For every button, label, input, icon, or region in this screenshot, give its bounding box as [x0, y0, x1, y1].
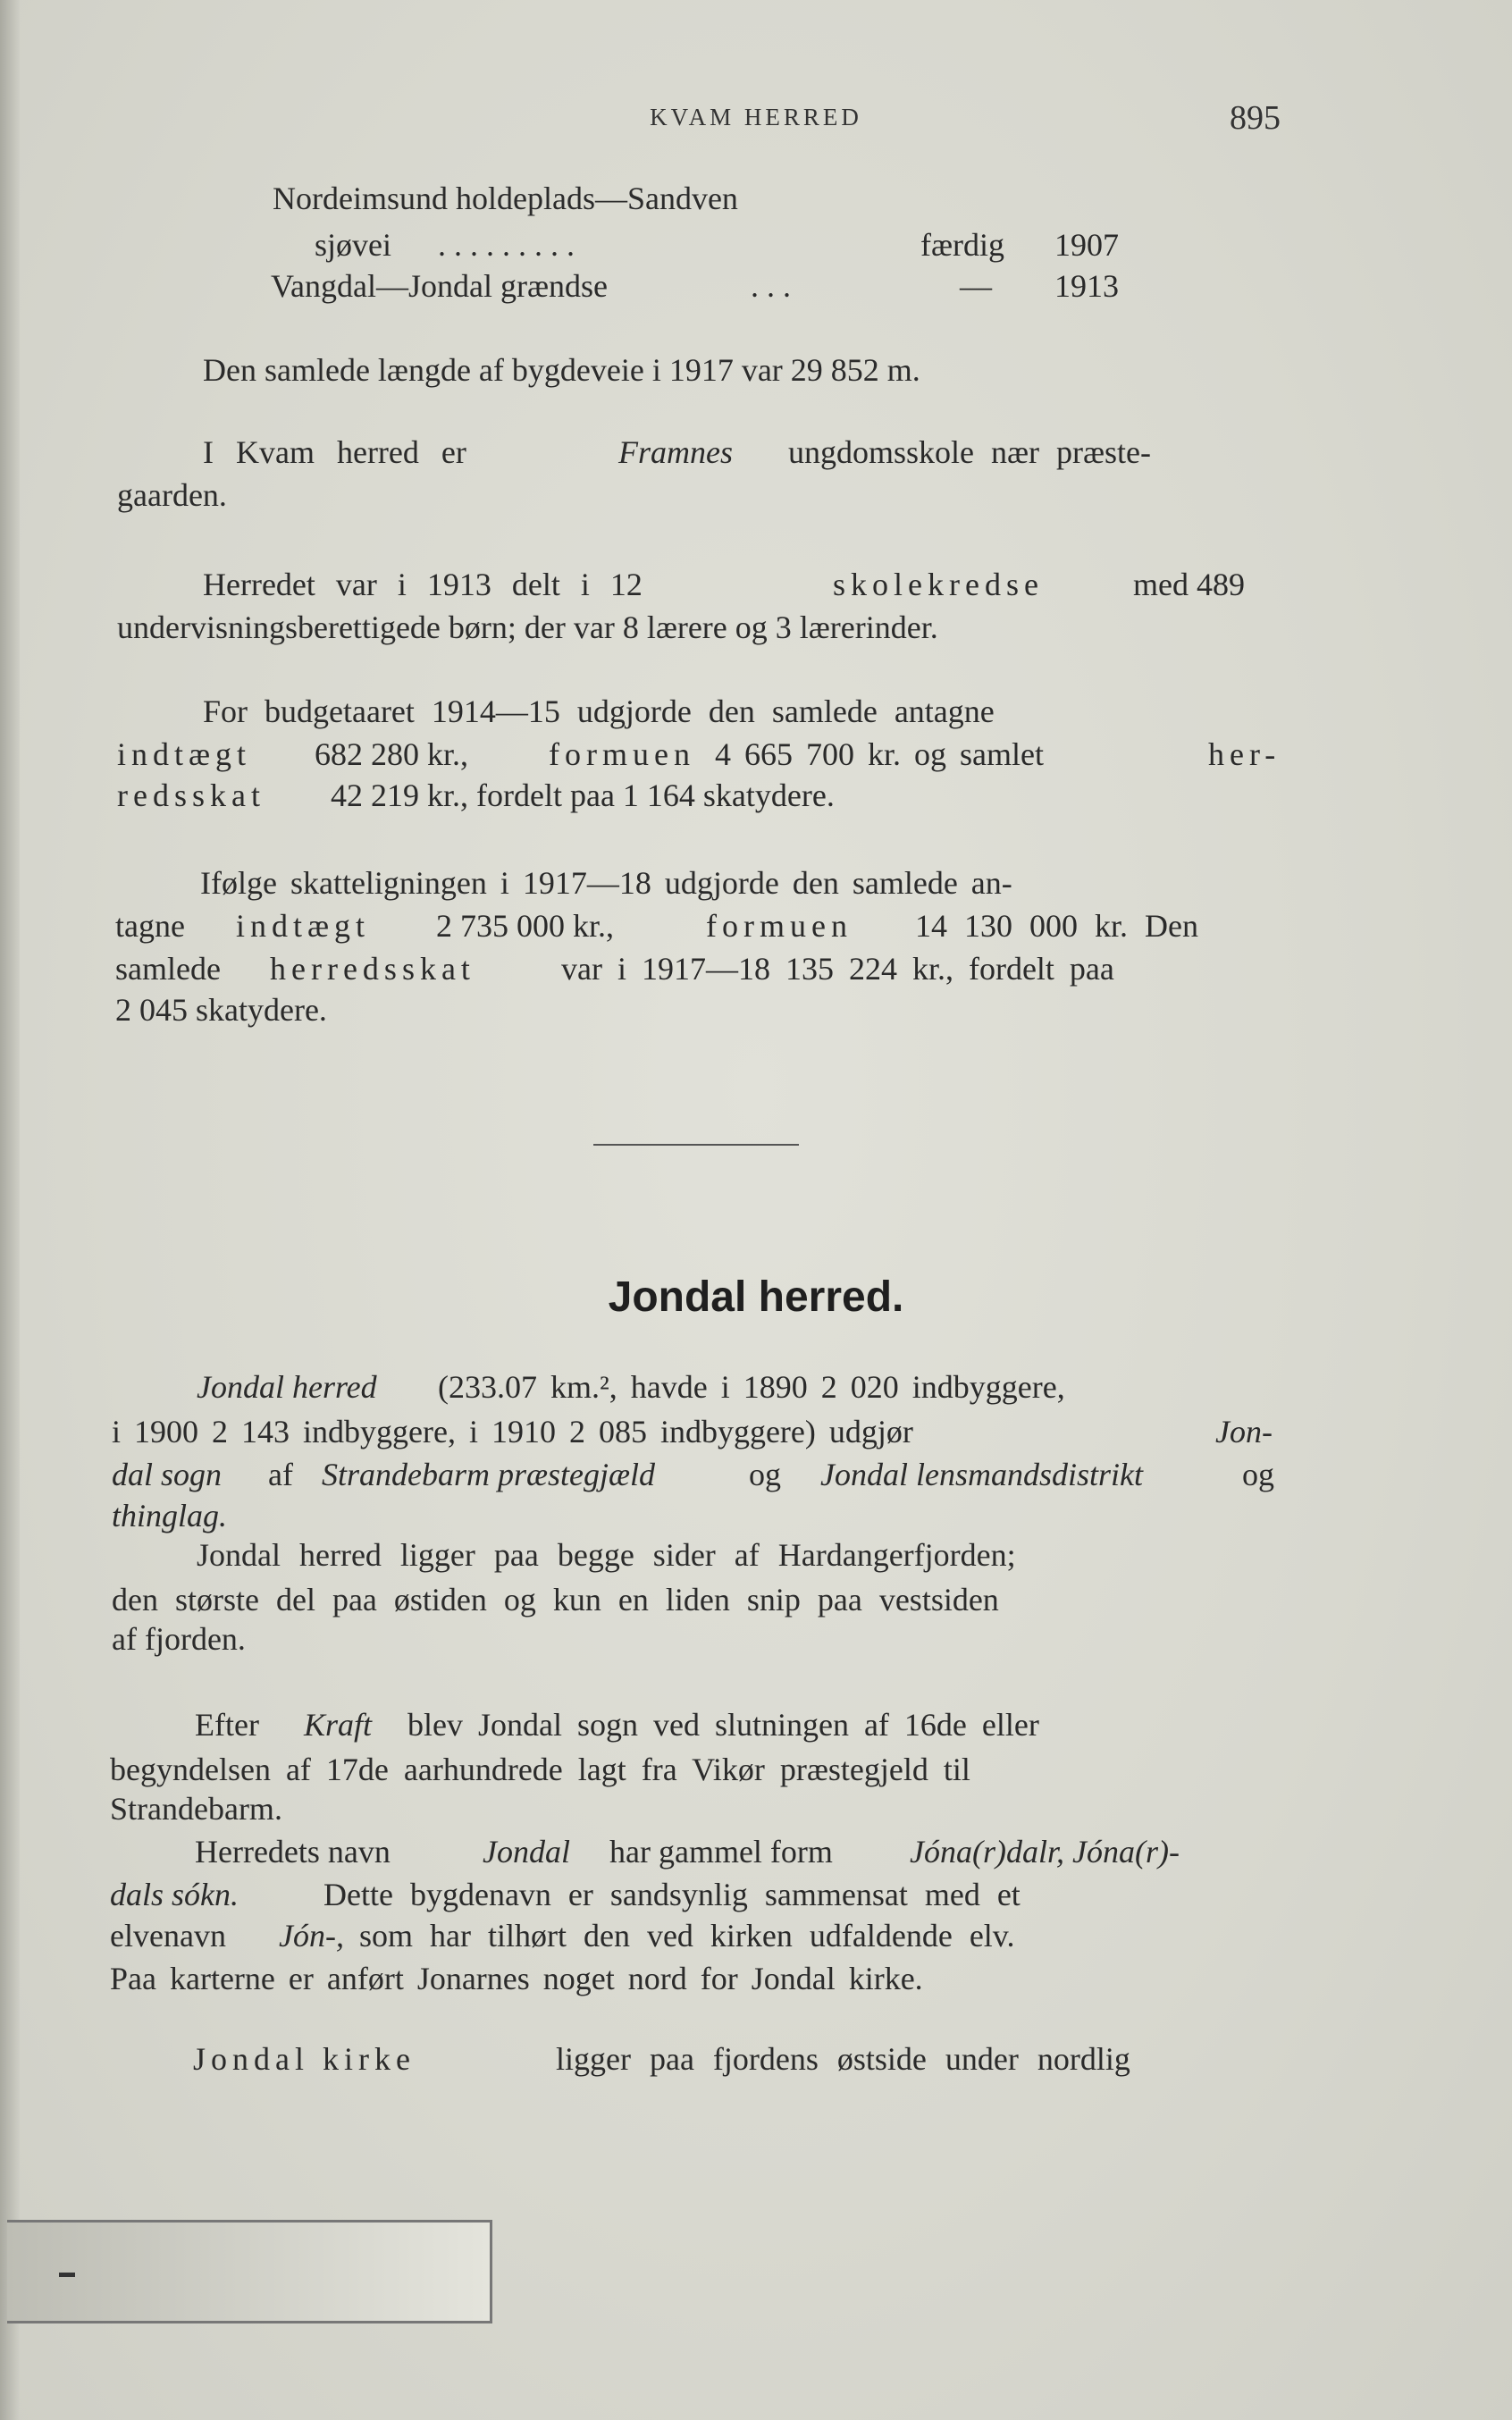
text-run-italic: dal sogn: [112, 1457, 223, 1492]
text-run: af: [268, 1457, 293, 1492]
text-run-spaced: formuen: [549, 736, 695, 772]
road-row: [0, 229, 1512, 265]
text-run-spaced: redsskat: [117, 777, 265, 813]
paragraph-line: den største del paa østiden og kun en liden snip paa vestsiden: [112, 1582, 999, 1618]
road-name: Nordeimsund holdeplads—Sandven: [273, 181, 738, 216]
text-run-italic: Jón-,: [279, 1918, 344, 1954]
text-run-italic: Jóna(r)dalr, Jóna(r)-: [910, 1834, 1180, 1870]
text-run: I Kvam herred er: [203, 434, 466, 470]
paragraph-line: [0, 1920, 1512, 1955]
paragraph-line: Den samlede længde af bygdeveie i 1917 var 29 852 m.: [203, 352, 920, 388]
text-run: 14 130 000 kr. Den: [915, 908, 1198, 944]
text-run: blev Jondal sogn ved slutningen af 16de eller: [407, 1707, 1039, 1743]
text-run: 42 219 kr., fordelt paa 1 164 skatydere.: [331, 777, 835, 813]
text-run: ungdomsskole nær præste-: [788, 434, 1151, 470]
text-run: Efter: [195, 1707, 259, 1743]
paragraph-line: [0, 1500, 1512, 1535]
paragraph-line: [0, 953, 1512, 988]
paragraph-line: [0, 436, 1512, 472]
text-run: var i 1917—18 135 224 kr., fordelt paa: [561, 951, 1114, 987]
paragraph-line: undervisningsberettigede børn; der var 8 lærere og 3 lærerinder.: [117, 609, 938, 645]
paragraph-line: [0, 1416, 1512, 1451]
road-name: sjøvei: [315, 227, 391, 263]
paragraph-line: 2 045 skatydere.: [115, 992, 327, 1028]
text-run: som har tilhørt den ved kirken udfaldende elv.: [359, 1918, 1015, 1954]
text-run-italic: Strandebarm præstegjæld: [322, 1457, 656, 1492]
paragraph-line: [0, 2043, 1512, 2079]
text-run-spaced: her-: [1208, 736, 1281, 772]
text-run-italic: thinglag.: [112, 1498, 228, 1534]
text-run: tagne: [115, 908, 185, 944]
stamp-mark: [59, 2273, 75, 2277]
paragraph-line: begyndelsen af 17de aarhundrede lagt fra Vikør præstegjeld til: [110, 1752, 970, 1787]
running-head: KVAM HERRED: [650, 104, 862, 130]
paragraph-line: [0, 1878, 1512, 1914]
text-run: Dette bygdenavn er sandsynlig sammensat med et: [323, 1877, 1021, 1912]
text-run-italic: Framnes: [618, 434, 733, 470]
text-run-spaced: Jondal kirke: [193, 2041, 416, 2077]
road-year: 1907: [1054, 227, 1119, 263]
paragraph-line: [0, 910, 1512, 945]
paragraph-line: [0, 1709, 1512, 1744]
text-run: med 489: [1133, 567, 1245, 602]
text-run: i 1900 2 143 indbyggere, i 1910 2 085 indbyggere) udgjør: [112, 1414, 913, 1449]
text-run-italic: dals sókn.: [110, 1877, 239, 1912]
text-run-italic: Jondal lensmandsdistrikt: [820, 1457, 1143, 1492]
road-status: færdig: [920, 227, 1004, 263]
road-row: [0, 270, 1512, 306]
paragraph-line: [0, 568, 1512, 604]
section-title: Jondal herred.: [608, 1273, 904, 1321]
text-run-italic: Kraft: [304, 1707, 373, 1743]
page-number: 895: [1230, 99, 1281, 137]
road-name: Vangdal—Jondal grændse: [271, 268, 608, 304]
text-run-italic: Jondal: [483, 1834, 570, 1870]
paragraph-line: [0, 1836, 1512, 1871]
text-run: (233.07 km.², havde i 1890 2 020 indbyggere,: [438, 1369, 1065, 1405]
paragraph-line: [0, 779, 1512, 815]
paragraph-line: For budgetaaret 1914—15 udgjorde den samlede antagne: [203, 693, 995, 729]
text-run-italic: Jondal herred: [197, 1369, 377, 1405]
paragraph-line: Jondal herred ligger paa begge sider af Hardangerfjorden;: [197, 1537, 1016, 1573]
road-year: 1913: [1054, 268, 1119, 304]
text-run: ligger paa fjordens østside under nordlig: [556, 2041, 1130, 2077]
page-header: [0, 98, 1512, 143]
text-run-spaced: formuen: [706, 908, 853, 944]
paragraph-line: [0, 738, 1512, 774]
text-run: har gammel form: [609, 1834, 833, 1870]
text-run: og: [1242, 1457, 1274, 1492]
library-stamp: [7, 2220, 492, 2323]
text-run: samlede: [115, 951, 221, 987]
section-divider: [593, 1144, 799, 1146]
text-run: elvenavn: [110, 1918, 226, 1954]
text-run-spaced: indtægt: [236, 908, 371, 944]
paragraph-line: [0, 1458, 1512, 1494]
dot-leader: . . .: [751, 268, 791, 304]
dot-leader: . . . . . . . . .: [438, 227, 575, 263]
text-run: 4 665 700 kr. og samlet: [715, 736, 1044, 772]
paragraph-line: [0, 1371, 1512, 1407]
paragraph-line: Paa karterne er anført Jonarnes noget nord for Jondal kirke.: [110, 1961, 923, 1996]
text-run: og: [749, 1457, 781, 1492]
text-run-spaced: herredsskat: [270, 951, 475, 987]
paragraph-line: af fjorden.: [112, 1621, 246, 1657]
text-run-spaced: indtægt: [117, 736, 252, 772]
road-status: —: [960, 268, 992, 304]
paragraph-line: Strandebarm.: [110, 1791, 282, 1827]
text-run: 2 735 000 kr.,: [436, 908, 615, 944]
text-run: Herredet var i 1913 delt i 12: [203, 567, 643, 602]
text-run: Herredets navn: [195, 1834, 391, 1870]
text-run-spaced: skolekredse: [833, 567, 1044, 602]
paragraph-line: gaarden.: [117, 477, 227, 513]
paragraph-line: Ifølge skatteligningen i 1917—18 udgjorde den samlede an-: [200, 865, 1012, 901]
text-run: 682 280 kr.,: [315, 736, 469, 772]
text-run-italic: Jon-: [1215, 1414, 1273, 1449]
